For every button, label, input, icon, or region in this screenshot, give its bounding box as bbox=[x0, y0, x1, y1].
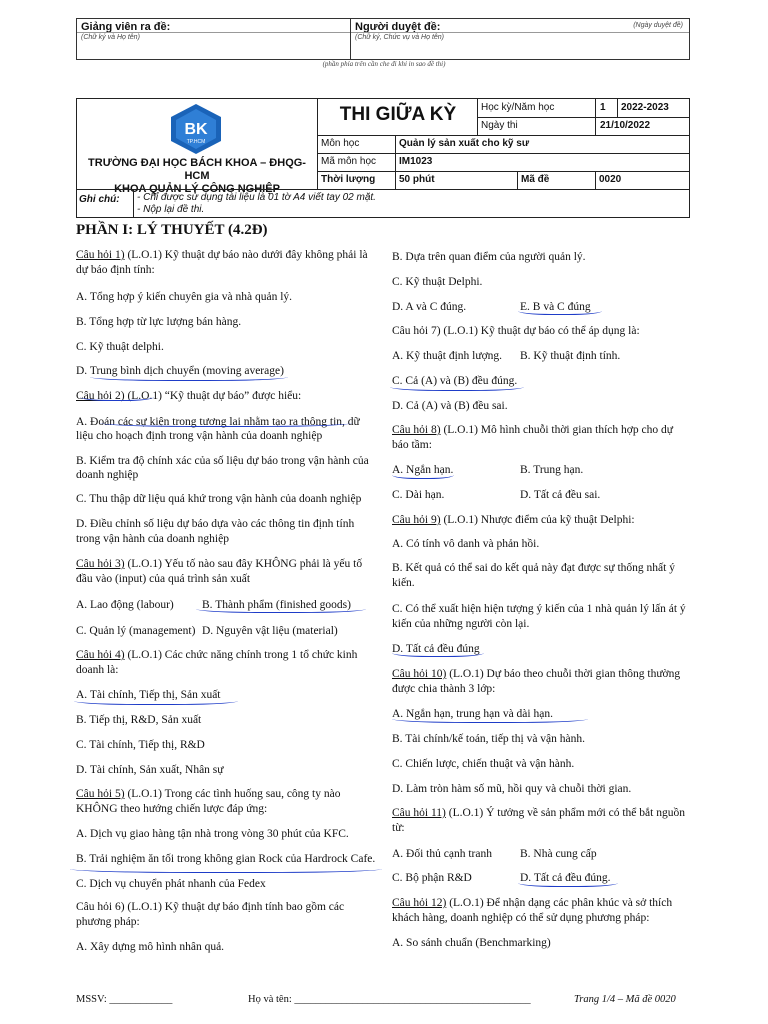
q4-option-d: D. Tài chính, Sản xuất, Nhân sự bbox=[76, 764, 224, 776]
q9-option-c-2: kiến của những người còn lại. bbox=[392, 618, 530, 630]
q4-option-a: A. Tài chính, Tiếp thị, Sản xuất bbox=[76, 689, 221, 701]
note-label: Ghi chú: bbox=[79, 194, 120, 205]
answer-ink-q3 bbox=[196, 602, 366, 613]
q12-text-2: khách hàng, doanh nghiệp có thể sử dụng phương pháp: bbox=[392, 912, 650, 924]
q6-option-b: B. Dựa trên quan điểm của người quản lý. bbox=[392, 251, 586, 263]
q6-option-c: C. Kỹ thuật Delphi. bbox=[392, 276, 483, 288]
q10-option-c: C. Chiến lược, chiến thuật và vận hành. bbox=[392, 758, 575, 770]
term-label: Học kỳ/Năm học bbox=[481, 102, 555, 113]
footer-page-info: Trang 1/4 – Mã đề 0020 bbox=[574, 994, 676, 1005]
school-line2: KHOA QUẢN LÝ CÔNG NGHIỆP bbox=[114, 183, 280, 195]
q8-text-2: báo tầm: bbox=[392, 439, 432, 451]
q4-option-c: C. Tài chính, Tiếp thị, R&D bbox=[76, 739, 205, 751]
q12-label: Câu hỏi 12) bbox=[392, 897, 447, 909]
q2-option-b-1: B. Kiểm tra độ chính xác của số liệu dự báo trong vận hành của bbox=[76, 455, 369, 467]
q7-text: Câu hỏi 7) (L.O.1) Kỹ thuật dự báo có thể áp dụng là: bbox=[392, 325, 640, 337]
answer-ink-q7 bbox=[390, 380, 524, 391]
q3-option-d: D. Nguyên vật liệu (material) bbox=[202, 625, 338, 637]
question-3 bbox=[76, 557, 362, 572]
q5-text: (L.O.1) Trong các tình huống sau, công ty nào bbox=[124, 788, 341, 800]
q8-option-d: D. Tất cả đều sai. bbox=[520, 489, 601, 501]
q4-label: Câu hỏi 4) bbox=[76, 649, 125, 661]
year-value: 2022-2023 bbox=[621, 102, 669, 113]
note-line2: - Nộp lại đề thi. bbox=[137, 204, 205, 215]
term-value: 1 bbox=[600, 102, 606, 113]
date-value: 21/10/2022 bbox=[600, 120, 651, 131]
q1-option-b: B. Tổng hợp từ lực lượng bán hàng. bbox=[76, 316, 242, 328]
q1-text-2: dự báo định tính: bbox=[76, 264, 155, 276]
date-label: Ngày thi bbox=[481, 120, 518, 131]
q11-option-b: B. Nhà cung cấp bbox=[520, 848, 597, 860]
q12-option-a: A. So sánh chuẩn (Benchmarking) bbox=[392, 937, 551, 949]
answer-ink-q1 bbox=[90, 370, 288, 381]
q5-text-2: KHÔNG theo hướng chiến lược đáp ứng: bbox=[76, 803, 268, 815]
q11-text-2: từ: bbox=[392, 822, 405, 834]
answer-ink-q2 bbox=[100, 416, 352, 427]
answer-ink-q2-label bbox=[80, 390, 154, 401]
q8-option-b: B. Trung hạn. bbox=[520, 464, 584, 476]
q5-option-b: B. Trải nghiệm ăn tối trong không gian Rock của Hardrock Cafe. bbox=[76, 853, 376, 865]
q6-option-d: D. A và C đúng. bbox=[392, 301, 467, 313]
footer-student-id: MSSV: ____________ bbox=[76, 994, 173, 1005]
footer-student-name: Họ và tên: _____________________________________________ bbox=[248, 994, 531, 1005]
q3-option-c: C. Quản lý (management) bbox=[76, 625, 196, 637]
q1-option-c: C. Kỹ thuật delphi. bbox=[76, 341, 164, 353]
answer-ink-q5 bbox=[70, 860, 382, 873]
q3-text-2: đầu vào (input) của quá trình sản xuất bbox=[76, 573, 251, 585]
school-line1: TRƯỜNG ĐẠI HỌC BÁCH KHOA – ĐHQG-HCM bbox=[88, 157, 306, 182]
signature-table bbox=[76, 18, 690, 60]
university-logo bbox=[169, 103, 223, 155]
section-title: PHẦN I: LÝ THUYẾT (4.2Đ) bbox=[76, 222, 268, 238]
subject-value: Quản lý sản xuất cho kỹ sư bbox=[399, 138, 530, 149]
q7-option-a: A. Kỹ thuật định lượng. bbox=[392, 350, 503, 362]
approver-cell bbox=[351, 19, 689, 59]
school-cell bbox=[77, 99, 318, 195]
question-9 bbox=[392, 513, 635, 528]
q9-option-b-2: kiến. bbox=[392, 577, 415, 589]
answer-ink-q9 bbox=[392, 646, 484, 657]
q10-text: (L.O.1) Dự báo theo chuỗi thời gian thông thường bbox=[446, 668, 681, 680]
q5-label: Câu hỏi 5) bbox=[76, 788, 125, 800]
q2-text: (L.O.1) “Kỹ thuật dự báo” được hiểu: bbox=[124, 390, 302, 402]
q7-option-c: C. Cả (A) và (B) đều đúng. bbox=[392, 375, 518, 387]
approver-label: Người duyệt đề: bbox=[355, 21, 441, 33]
q4-option-b: B. Tiếp thị, R&D, Sản xuất bbox=[76, 714, 202, 726]
exam-code-value: 0020 bbox=[599, 174, 622, 185]
answer-ink-q8 bbox=[392, 468, 454, 479]
question-1 bbox=[76, 248, 368, 263]
q9-option-b-1: B. Kết quả có thể sai do kết quả này đạt được sự thống nhất ý bbox=[392, 562, 675, 574]
question-10 bbox=[392, 667, 680, 682]
code-value: IM1023 bbox=[399, 156, 433, 167]
q4-text: (L.O.1) Các chức năng chính trong 1 tổ chức kinh bbox=[124, 649, 358, 661]
q10-option-b: B. Tài chính/kế toán, tiếp thị và vận hành. bbox=[392, 733, 586, 745]
q2-label: Câu hỏi 2) bbox=[76, 390, 125, 402]
q8-option-c: C. Dài hạn. bbox=[392, 489, 445, 501]
q9-option-d: D. Tất cả đều đúng bbox=[392, 643, 480, 655]
question-11 bbox=[392, 806, 685, 821]
q9-text: (L.O.1) Nhược điểm của kỹ thuật Delphi: bbox=[440, 514, 635, 526]
exam-title: THI GIỮA KỲ bbox=[339, 104, 457, 125]
q8-text: (L.O.1) Mô hình chuỗi thời gian thích hợp cho dự bbox=[440, 424, 673, 436]
q11-text: (L.O.1) Ý tưởng về sản phẩm mới có thể bắt nguồn bbox=[445, 807, 685, 819]
q3-label: Câu hỏi 3) bbox=[76, 558, 125, 570]
question-4 bbox=[76, 648, 357, 663]
q7-option-b: B. Kỹ thuật định tính. bbox=[520, 350, 621, 362]
subject-label: Môn học bbox=[321, 138, 360, 149]
q2-option-d-2: trong vận hành của doanh nghiệp bbox=[76, 533, 229, 545]
question-12 bbox=[392, 896, 672, 911]
q10-label: Câu hỏi 10) bbox=[392, 668, 447, 680]
q9-label: Câu hỏi 9) bbox=[392, 514, 441, 526]
q11-label: Câu hỏi 11) bbox=[392, 807, 446, 819]
answer-ink-q4 bbox=[74, 694, 238, 705]
approver-sub: (Chữ ký, Chức vụ và Họ tên) bbox=[355, 34, 445, 41]
q2-option-a-2: liệu cho hoạch định trong vận hành của doanh nghiệp bbox=[76, 430, 323, 442]
q1-label: Câu hỏi 1) bbox=[76, 249, 125, 261]
lecturer-sub: (Chữ ký và Họ tên) bbox=[81, 34, 140, 41]
q3-text: (L.O.1) Yếu tố nào sau đây KHÔNG phải là yếu tố bbox=[124, 558, 363, 570]
q2-option-b-2: doanh nghiệp bbox=[76, 469, 139, 481]
cover-note: (phần phía trên cần che đi khi in sao đề thi) bbox=[322, 60, 446, 68]
school-name bbox=[77, 157, 317, 196]
q5-option-a: A. Dịch vụ giao hàng tận nhà trong vòng 30 phút của KFC. bbox=[76, 828, 349, 840]
q7-option-d: D. Cả (A) và (B) đều sai. bbox=[392, 400, 508, 412]
q8-option-a: A. Ngắn hạn. bbox=[392, 464, 454, 476]
q3-option-b: B. Thành phẩm (finished goods) bbox=[202, 599, 351, 611]
q10-option-d: D. Làm tròn hàm số mũ, hồi quy và chuỗi thời gian. bbox=[392, 783, 632, 795]
question-8 bbox=[392, 423, 673, 438]
exam-code-label: Mã đề bbox=[521, 174, 550, 185]
lecturer-cell bbox=[77, 19, 351, 59]
logo-sub: TP.HCM bbox=[186, 139, 206, 145]
duration-value: 50 phút bbox=[399, 174, 435, 185]
q6-option-a: A. Xây dựng mô hình nhân quả. bbox=[76, 941, 225, 953]
q11-option-a: A. Đối thủ cạnh tranh bbox=[392, 848, 492, 860]
q10-text-2: được chia thành 3 lớp: bbox=[392, 683, 496, 695]
q8-label: Câu hỏi 8) bbox=[392, 424, 441, 436]
duration-label: Thời lượng bbox=[321, 174, 376, 185]
q1-option-a: A. Tổng hợp ý kiến chuyên gia và nhà quản lý. bbox=[76, 291, 293, 303]
q9-option-a: A. Có tính vô danh và phản hồi. bbox=[392, 538, 540, 550]
q6-text-2: phương pháp: bbox=[76, 916, 140, 928]
q3-option-a: A. Lao động (labour) bbox=[76, 599, 174, 611]
q11-option-c: C. Bộ phận R&D bbox=[392, 872, 472, 884]
q9-option-c-1: C. Có thể xuất hiện hiện tượng ý kiến của 1 nhà quản lý lấn át ý bbox=[392, 603, 686, 615]
q10-option-a: A. Ngắn hạn, trung hạn và dài hạn. bbox=[392, 708, 553, 720]
q1-option-d: D. Trung bình dịch chuyển (moving average) bbox=[76, 365, 284, 377]
q6-option-e: E. B và C đúng bbox=[520, 301, 591, 313]
answer-ink-q11 bbox=[518, 876, 618, 887]
note-line1: - Chỉ được sử dụng tài liệu là 01 tờ A4 viết tay 02 mặt. bbox=[137, 192, 376, 203]
q5-option-c: C. Dịch vụ chuyển phát nhanh của Fedex bbox=[76, 878, 266, 890]
q6-text: Câu hỏi 6) (L.O.1) Kỹ thuật dự báo định tính bao gồm các bbox=[76, 901, 345, 913]
exam-header bbox=[76, 98, 690, 218]
q4-text-2: doanh là: bbox=[76, 664, 119, 676]
q1-text: (L.O.1) Kỹ thuật dự báo nào dưới đây không phải là bbox=[124, 249, 368, 261]
q12-text: (L.O.1) Để nhận dạng các phân khúc và sở thích bbox=[446, 897, 673, 909]
logo-text: BK bbox=[184, 121, 208, 138]
q2-option-a-1: A. Đoán các sự kiện trong tương lai nhằm tạo ra thông tin, dữ bbox=[76, 416, 360, 428]
q2-option-c: C. Thu thập dữ liệu quá khứ trong vận hành của doanh nghiệp bbox=[76, 493, 362, 505]
lecturer-label: Giảng viên ra đề: bbox=[81, 21, 171, 33]
approval-date-hint: (Ngày duyệt đề) bbox=[633, 22, 683, 29]
code-label: Mã môn học bbox=[321, 156, 377, 167]
q2-option-d-1: D. Điều chỉnh số liệu dự báo dựa vào các thông tin định tính bbox=[76, 518, 355, 530]
q11-option-d: D. Tất cả đều đúng. bbox=[520, 872, 611, 884]
answer-ink-q10 bbox=[392, 712, 588, 723]
answer-ink-q6 bbox=[518, 304, 602, 315]
question-5 bbox=[76, 787, 340, 802]
